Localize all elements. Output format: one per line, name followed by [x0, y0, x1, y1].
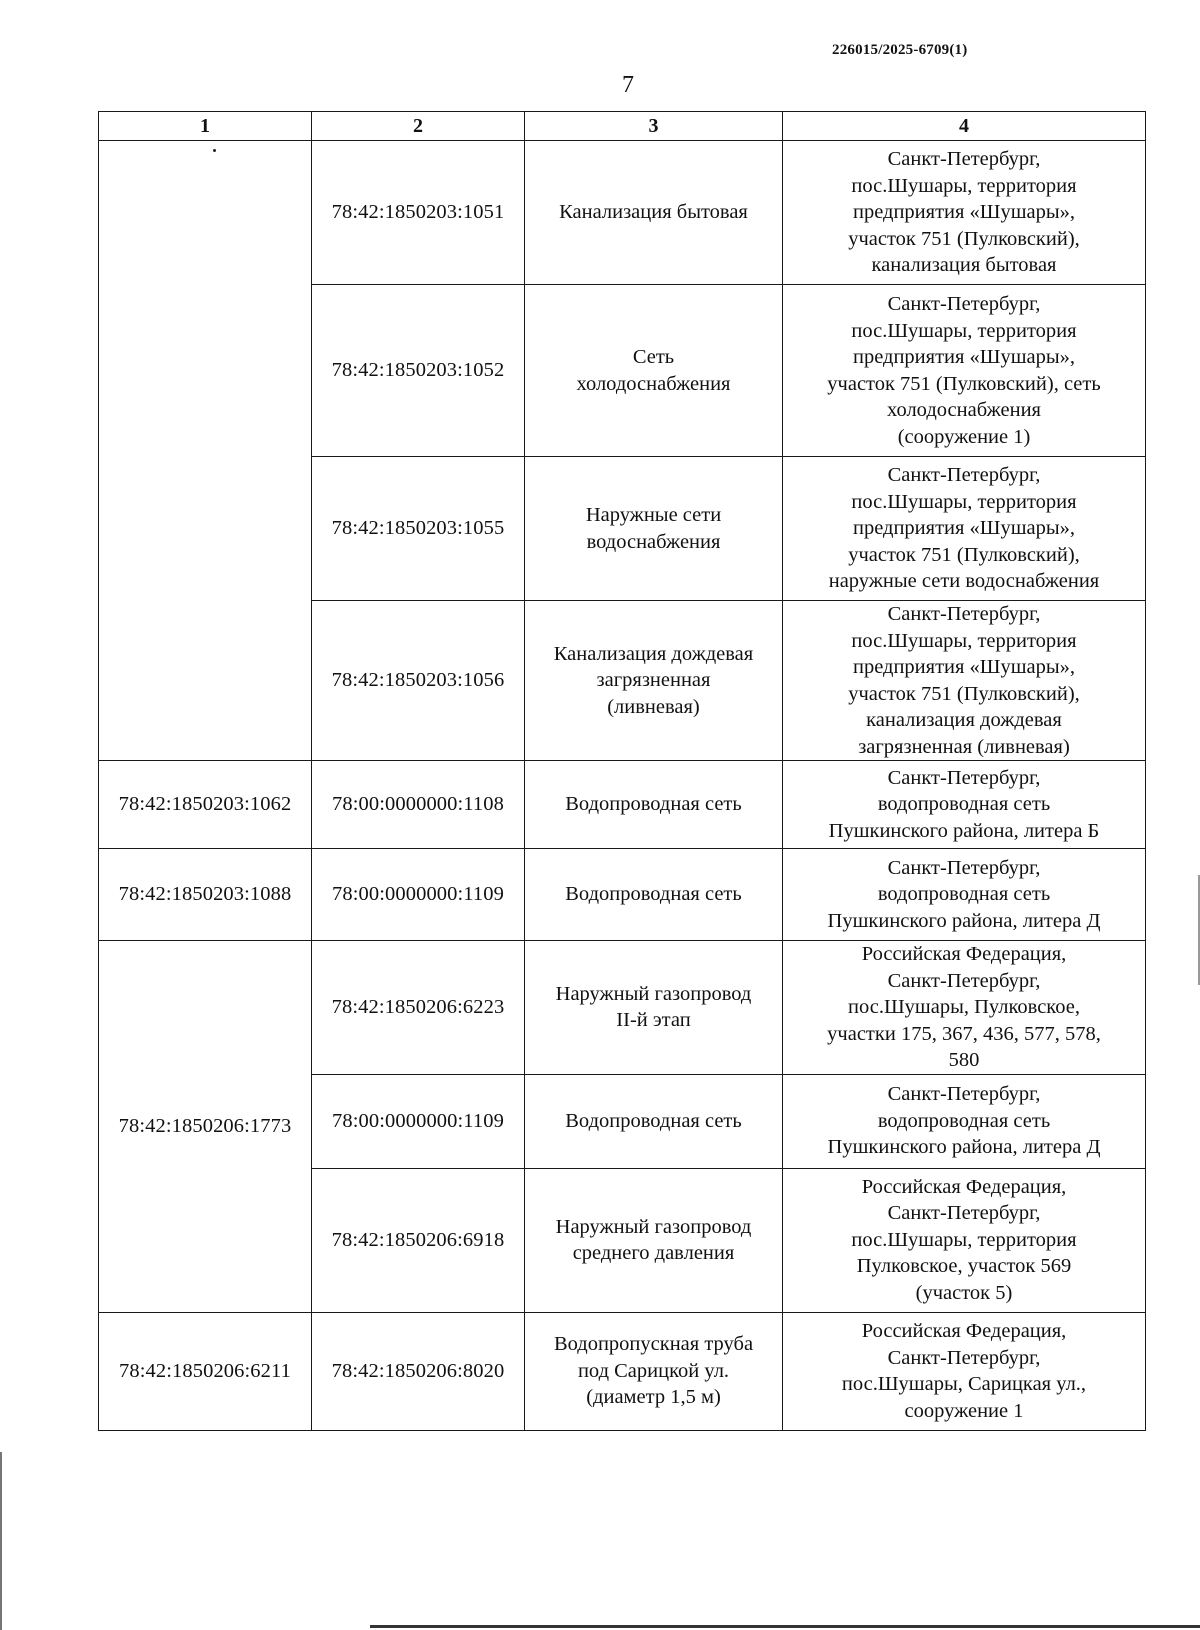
cell-text-line: участок 751 (Пулковский), сеть [827, 372, 1101, 395]
cell-text-line: Санкт-Петербург, [887, 1346, 1041, 1369]
object-cadastral-cell: 78:00:0000000:1108 [312, 761, 525, 849]
object-name-cell [525, 601, 783, 761]
object-name-cell [525, 941, 783, 1075]
cell-text-line: сооружение 1 [904, 1399, 1024, 1422]
cell-text-line: предприятия «Шушары», [852, 656, 1076, 678]
table-row [99, 941, 1146, 1075]
table-row [99, 1312, 1146, 1430]
cell-text-line: канализация бытовая [871, 254, 1057, 277]
column-header: 1 [99, 112, 312, 141]
cell-text-line: предприятия «Шушары», [852, 346, 1076, 368]
object-cadastral-cell: 78:42:1850206:6223 [312, 941, 525, 1075]
cell-text-line: Сеть [632, 346, 675, 368]
cell-text-line: канализация дождевая [866, 709, 1062, 731]
object-name-cell [525, 457, 783, 601]
cell-text-line: Российская Федерация, [861, 1320, 1067, 1342]
cell-text-line: (сооружение 1) [897, 425, 1031, 448]
cell-text-line: предприятия «Шушары», [852, 517, 1076, 540]
cell-text-line: Санкт-Петербург, [887, 464, 1041, 487]
column-header: 2 [312, 112, 525, 141]
cell-text-line: пос.Шушары, территория [851, 629, 1077, 652]
cell-text-line: Санкт-Петербург, [887, 1083, 1041, 1106]
cell-text-line: пос.Шушары, территория [851, 1228, 1077, 1251]
table-row [99, 761, 1146, 849]
cell-text-line: предприятия «Шушары», [852, 201, 1076, 224]
scan-mark [213, 149, 216, 152]
cell-text-line: пос.Шушары, территория [851, 319, 1077, 342]
cell-text-line: пос.Шушары, Пулковское, [848, 996, 1080, 1018]
cell-text-line: Пушкинского района, литера Д [827, 1136, 1101, 1159]
object-cadastral-cell: 78:42:1850206:6918 [312, 1168, 525, 1312]
cell-text-line: участки 175, 367, 436, 577, 578, [827, 1022, 1101, 1045]
cell-text-line: Санкт-Петербург, [887, 1202, 1041, 1225]
cell-text-line: Водопроводная сеть [565, 793, 742, 816]
parcel-cadastral-cell: 78:42:1850206:6211 [99, 1312, 312, 1430]
object-name-cell [525, 849, 783, 941]
object-address-cell [783, 457, 1146, 601]
object-address-cell [783, 601, 1146, 761]
cell-text-line: Санкт-Петербург, [887, 766, 1041, 789]
cell-text-line: Водопроводная сеть [565, 1109, 742, 1132]
cell-text-line: Канализация дождевая [553, 642, 754, 665]
document-number: 226015/2025-6709(1) [832, 42, 968, 58]
cell-text-line: водоснабжения [586, 530, 721, 553]
object-name-cell [525, 285, 783, 457]
cell-text-line: 580 [948, 1049, 980, 1071]
cell-text-line: водопроводная сеть [877, 1109, 1051, 1132]
object-name-cell [525, 1312, 783, 1430]
cell-text-line: пос.Шушары, территория [851, 174, 1077, 197]
object-address-cell [783, 1168, 1146, 1312]
object-address-cell [783, 141, 1146, 285]
parcel-cadastral-cell: 78:42:1850206:1773 [99, 941, 312, 1313]
cell-text-line: Пушкинского района, литера Б [828, 819, 1100, 842]
table-body [99, 141, 1146, 1431]
cell-text-line: водопроводная сеть [877, 793, 1051, 816]
cell-text-line: Наружный газопровод [555, 982, 752, 1005]
cell-text-line: загрязненная (ливневая) [858, 735, 1070, 758]
cell-text-line: II-й этап [616, 1009, 691, 1032]
parcel-cadastral-cell: 78:42:1850203:1062 [99, 761, 312, 849]
cell-text-line: Наружный газопровод [555, 1215, 752, 1238]
object-name-cell [525, 1074, 783, 1168]
column-header: 3 [525, 112, 783, 141]
table-row [99, 849, 1146, 941]
object-name-cell [525, 761, 783, 849]
object-address-cell [783, 285, 1146, 457]
page-number: 7 [622, 72, 634, 98]
cell-text-line: Водопроводная сеть [565, 883, 742, 906]
parcel-cadastral-cell [99, 141, 312, 761]
cell-text-line: Российская Федерация, [861, 943, 1067, 965]
table-header-row [99, 112, 1146, 141]
cell-text-line: Российская Федерация, [861, 1175, 1067, 1198]
cell-text-line: пос.Шушары, Сарицкая ул., [841, 1373, 1087, 1395]
cell-text-line: Пулковское, участок 569 [856, 1255, 1072, 1278]
cell-text-line: Санкт-Петербург, [887, 603, 1041, 625]
cell-text-line: Санкт-Петербург, [887, 148, 1041, 171]
cell-text-line: Санкт-Петербург, [887, 969, 1041, 992]
cell-text-line: Пушкинского района, литера Д [827, 909, 1101, 932]
object-address-cell [783, 1312, 1146, 1430]
cell-text-line: водопроводная сеть [877, 883, 1051, 906]
object-name-cell [525, 141, 783, 285]
object-address-cell [783, 761, 1146, 849]
cell-text-line: под Сарицкой ул. [577, 1359, 730, 1382]
cell-text-line: участок 751 (Пулковский), [848, 227, 1080, 250]
scan-edge-bottom [370, 1625, 1200, 1628]
parcel-cadastral-cell: 78:42:1850203:1088 [99, 849, 312, 941]
object-name-cell [525, 1168, 783, 1312]
cell-text-line: холодоснабжения [576, 372, 731, 395]
object-cadastral-cell: 78:42:1850203:1052 [312, 285, 525, 457]
cell-text-line: Канализация бытовая [559, 201, 748, 224]
cell-text-line: (диаметр 1,5 м) [586, 1386, 721, 1409]
cell-text-line: участок 751 (Пулковский), [848, 543, 1080, 566]
registry-table [98, 111, 1146, 1431]
cell-text-line: участок 751 (Пулковский), [848, 682, 1080, 705]
object-cadastral-cell: 78:00:0000000:1109 [312, 1074, 525, 1168]
cell-text-line: Водопропускная труба [553, 1333, 754, 1356]
object-cadastral-cell: 78:42:1850203:1051 [312, 141, 525, 285]
object-cadastral-cell: 78:00:0000000:1109 [312, 849, 525, 941]
cell-text-line: пос.Шушары, территория [851, 490, 1077, 513]
cell-text-line: загрязненная [596, 669, 711, 692]
cell-text-line: (ливневая) [607, 695, 700, 718]
column-header: 4 [783, 112, 1146, 141]
cell-text-line: наружные сети водоснабжения [828, 570, 1100, 593]
object-cadastral-cell: 78:42:1850206:8020 [312, 1312, 525, 1430]
cell-text-line: среднего давления [572, 1242, 735, 1264]
table-row [99, 141, 1146, 285]
cell-text-line: Санкт-Петербург, [887, 856, 1041, 879]
scan-edge-left [0, 1452, 2, 1630]
cell-text-line: Санкт-Петербург, [887, 293, 1041, 315]
cell-text-line: (участок 5) [915, 1281, 1013, 1304]
object-cadastral-cell: 78:42:1850203:1055 [312, 457, 525, 601]
object-address-cell [783, 941, 1146, 1075]
cell-text-line: холодоснабжения [887, 399, 1041, 421]
object-address-cell [783, 849, 1146, 941]
object-cadastral-cell: 78:42:1850203:1056 [312, 601, 525, 761]
cell-text-line: Наружные сети [585, 504, 722, 526]
object-address-cell [783, 1074, 1146, 1168]
